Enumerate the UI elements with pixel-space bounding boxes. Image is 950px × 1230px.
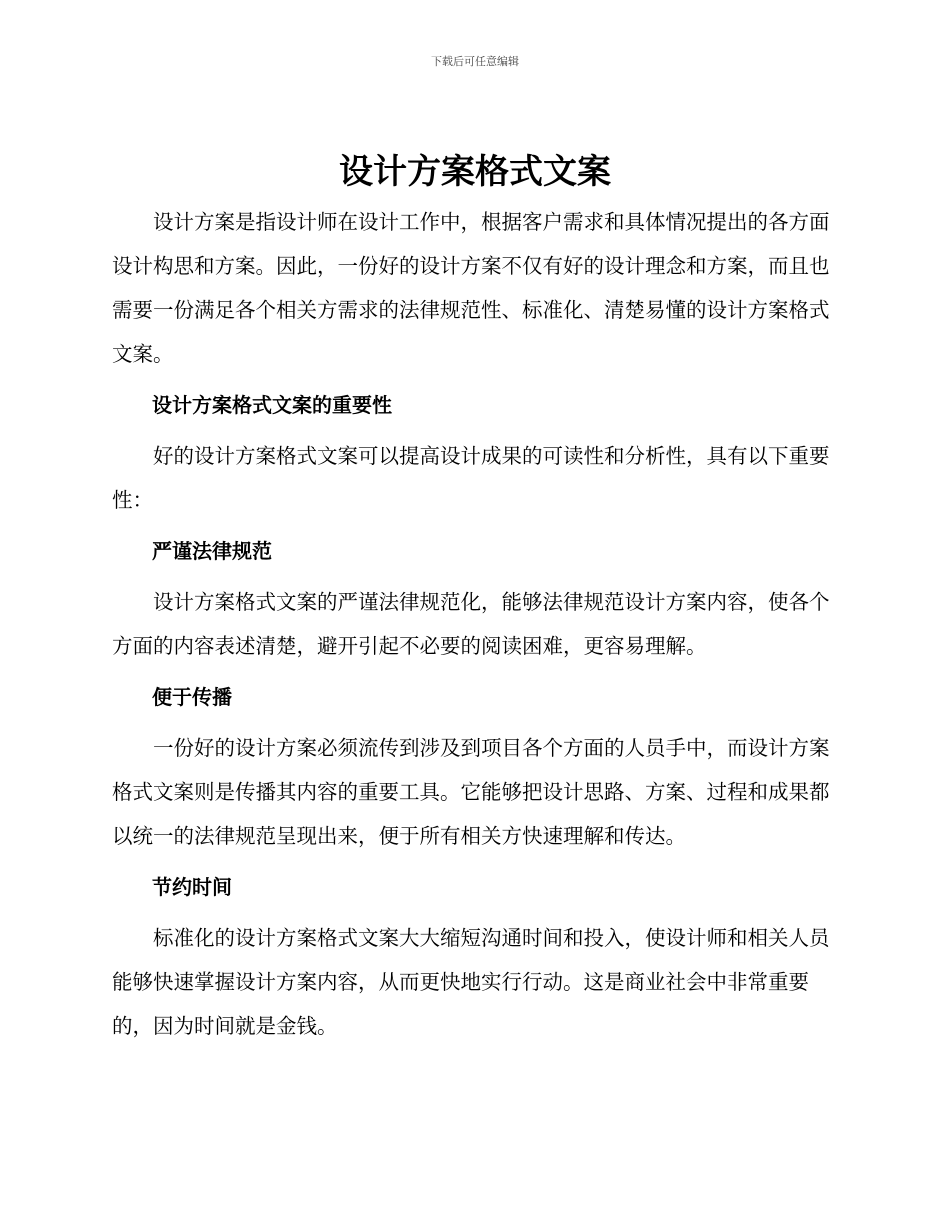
section-heading-save-time: 节约时间 bbox=[152, 875, 232, 899]
section-heading-rigorous-norms: 严谨法律规范 bbox=[152, 539, 272, 563]
section-body-importance: 好的设计方案格式文案可以提高设计成果的可读性和分析性，具有以下重要性： bbox=[112, 444, 830, 512]
section-body-save-time: 标准化的设计方案格式文案大大缩短沟通时间和投入，使设计师和相关人员能够快速掌握设计方案内容，从而更快地实行行动。这是商业社会中非常重要的，因为时间就是金钱。 bbox=[112, 926, 830, 1038]
section-body-rigorous-norms: 设计方案格式文案的严谨法律规范化，能够法律规范设计方案内容，使各个方面的内容表述清楚，避开引起不必要的阅读困难，更容易理解。 bbox=[112, 590, 830, 658]
intro-paragraph: 设计方案是指设计师在设计工作中，根据客户需求和具体情况提出的各方面设计构思和方案。因此，一份好的设计方案不仅有好的设计理念和方案，而且也需要一份满足各个相关方需求的法律规范性、标准化、清楚易懂的设计方案格式文案。 bbox=[112, 210, 830, 366]
document-title: 设计方案格式文案 bbox=[339, 152, 611, 192]
page-header-note: 下载后可任意编辑 bbox=[431, 55, 519, 68]
document-body bbox=[112, 200, 832, 1048]
section-body-easy-to-spread: 一份好的设计方案必须流传到涉及到项目各个方面的人员手中，而设计方案格式文案则是传播其内容的重要工具。它能够把设计思路、方案、过程和成果都以统一的法律规范呈现出来，便于所有相关方快速理解和传达。 bbox=[112, 736, 830, 848]
section-heading-easy-to-spread: 便于传播 bbox=[152, 685, 232, 709]
section-heading-importance: 设计方案格式文案的重要性 bbox=[152, 393, 392, 417]
